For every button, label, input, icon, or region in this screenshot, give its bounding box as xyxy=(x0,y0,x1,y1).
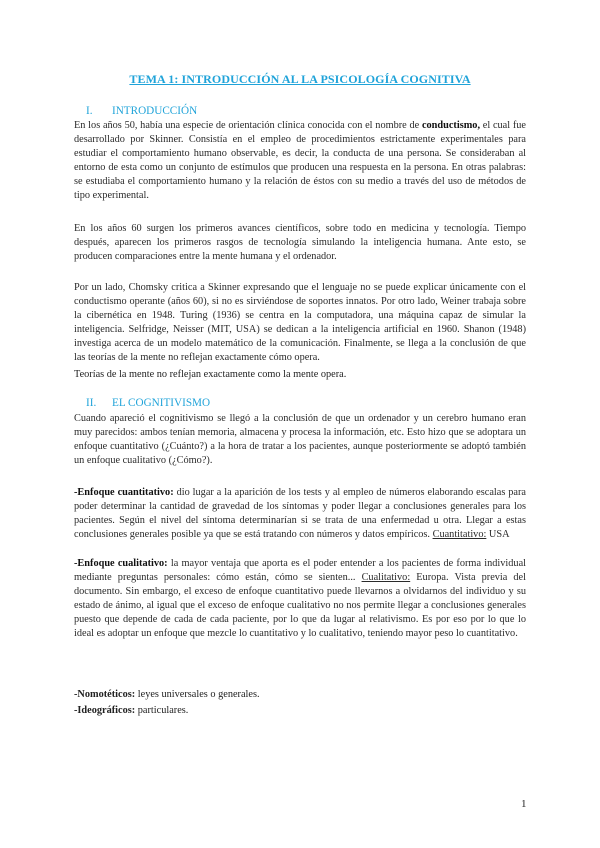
bold-term-conductismo: conductismo, xyxy=(421,120,481,131)
document-title: TEMA 1: INTRODUCCIÓN AL LA PSICOLOGÍA COGNITIVA xyxy=(129,72,471,86)
paragraph-teorias-mente: Teorías de la mente no reflejan exactamente como la mente opera. xyxy=(74,369,347,380)
underlined-label-cualitativo: Cualitativo: xyxy=(361,572,411,584)
paragraph-enfoque-cualitativo xyxy=(74,557,526,642)
underlined-label-cuantitativo: Cuantitativo: xyxy=(432,529,487,541)
bold-term-nomoteticos: -Nomotéticos: xyxy=(74,689,136,700)
paragraph-conductismo xyxy=(74,119,526,204)
section-number: II. xyxy=(86,397,97,409)
definition-text: particulares. xyxy=(135,705,189,716)
definition-nomoteticos xyxy=(74,688,260,702)
paragraph-text: En los años 50, había una especie de orientación clínica conocida con el nombre de xyxy=(74,120,422,131)
section-heading-text: EL COGNITIVISMO xyxy=(112,397,211,409)
definition-ideograficos xyxy=(74,704,188,718)
section-number: I. xyxy=(86,105,93,117)
definition-text: leyes universales o generales. xyxy=(135,689,260,700)
section-heading-text: INTRODUCCIÓN xyxy=(112,105,198,117)
section-heading-introduccion xyxy=(86,105,197,117)
paragraph-chomsky: Por un lado, Chomsky critica a Skinner expresando que el lenguaje no se puede explicar únicamente con el conductismo operante (años 60), si no es sirviéndose de soportes innatos. Por otro lado, Weiner trabaja sobre la cibernética en 1948. Turing (1936) se centra en la computadora, una máquina capaz de simular la inteligencia. Selfridge, Neisser (MIT, USA) se dedican a la inteligencia artificial en 1960. Shanon (1948) investiga acerca de un modelo matemático de la comunicación. Finalmente, se llega a la conclusión de que las teorías de la mente no reflejan exactamente cómo opera. xyxy=(74,282,526,364)
bold-term-ideograficos: -Ideográficos: xyxy=(74,705,136,716)
bold-term-cualitativo: -Enfoque cualitativo: xyxy=(74,558,168,569)
paragraph-text: USA xyxy=(486,529,510,541)
section-heading-cognitivismo xyxy=(86,397,210,409)
paragraph-anos-60: En los años 60 surgen los primeros avances científicos, sobre todo en medicina y tecnología. Tiempo después, aparecen los primeros rasgos de tecnología simulando la inteligencia humana. Ante esto, se producen comparaciones entre la mente humana y el ordenador. xyxy=(74,223,526,263)
page-number: 1 xyxy=(521,798,527,810)
paragraph-text: Europa. Vista previa del documento. Sin embargo, el exceso de enfoque cuantitativo puede llevarnos a olvidarnos del individuo y su estado de ánimo, al igual que el exceso de enfoque cualitativo no nos permite llegar a conclusiones generales puesto que depende de cada de cada paciente, por lo que da lugar al relativismo. Es por eso por lo que lo ideal es adoptar un enfoque que mezcle lo cuantitativo y lo cualitativo, teniendo mayor peso lo cuantitativo. xyxy=(74,572,526,640)
bold-term-cuantitativo: -Enfoque cuantitativo: xyxy=(74,487,174,498)
paragraph-cognitivismo: Cuando apareció el cognitivismo se llegó a la conclusión de que un ordenador y un cerebro humano eran muy parecidos: ambos tenían memoria, almacena y procesa la información, etc. Esto hizo que se adoptara un enfoque cuantitativo (¿Cuánto?) a la hora de tratar a los pacientes, aunque posteriormente se adoptó también un enfoque cualitativo (¿Cómo?). xyxy=(74,413,526,467)
paragraph-text: la mayor ventaja que aporta es el poder entender a los pacientes de forma individual mediante preguntas personales: cómo están, cómo se sienten... xyxy=(74,558,526,584)
paragraph-text: dio lugar a la aparición de los tests y al empleo de números elaborando escalas para poder determinar la cantidad de gravedad de los síntomas y poder llegar a conclusiones generales para los pacientes. Según el nivel del síntoma determinarían si se trata de una enfermedad u otra. Llegar a estas conclusiones generales posible ya que se está tratando con números y datos empíricos. xyxy=(74,487,526,541)
paragraph-text: el cual fue desarrollado por Skinner. Consistía en el empleo de procedimientos estrictamente experimentales para estudiar el comportamiento humano observable, es decir, la conducta de una persona. Se consideraban al entorno de esta como un conjunto de estímulos que producen una respuesta en la persona. En otras palabras: se estudiaba el comportamiento humano y la relación de éstos con su medio a través del uso de métodos de tipo experimental. xyxy=(74,120,526,202)
paragraph-enfoque-cuantitativo xyxy=(74,486,526,542)
